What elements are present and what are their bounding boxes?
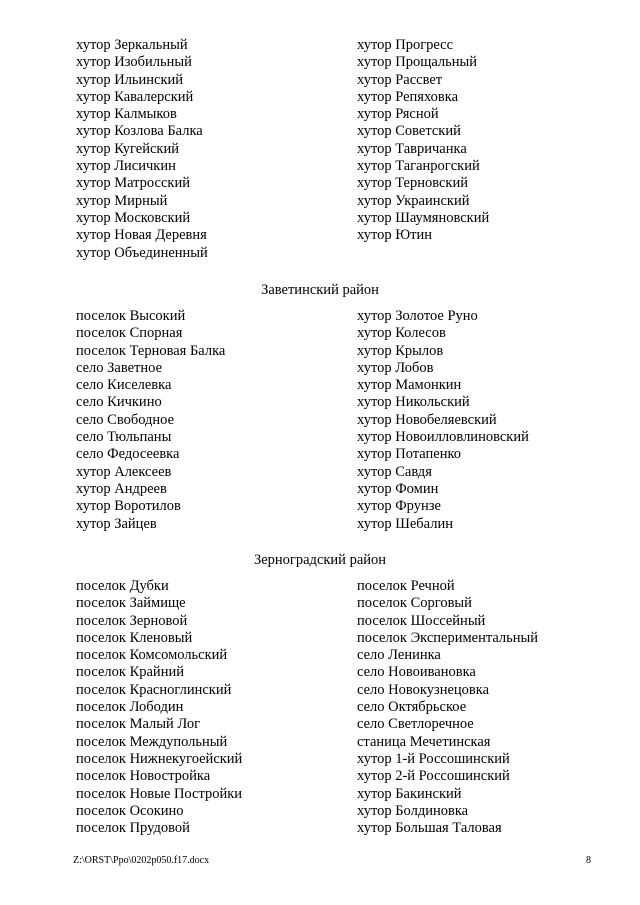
- settlement-item: хутор Объединенный: [76, 244, 208, 261]
- settlement-item: хутор Тавричанка: [357, 140, 467, 157]
- settlement-item: станица Мечетинская: [357, 733, 491, 750]
- settlement-item: село Новокузнецовка: [357, 681, 490, 698]
- settlement-item: хутор Ильинский: [76, 71, 184, 88]
- settlement-item: поселок Речной: [357, 578, 455, 594]
- settlement-item: хутор Воротилов: [76, 498, 181, 515]
- settlement-item: хутор Колесов: [357, 325, 446, 342]
- settlement-item: хутор Прощальный: [357, 54, 478, 71]
- settlement-item: поселок Новостройка: [76, 768, 211, 785]
- settlement-item: хутор Репяховка: [357, 88, 459, 105]
- settlement-item: хутор Зеркальный: [76, 37, 188, 53]
- settlement-item: хутор 1-й Россошинский: [357, 750, 510, 767]
- left-column: [76, 37, 208, 262]
- settlement-item: хутор Мирный: [76, 192, 168, 209]
- district-heading-zernogradsky: Зерноградский район: [253, 552, 387, 568]
- settlement-item: хутор Золотое Руно: [357, 308, 478, 324]
- settlement-item: село Кичкино: [76, 394, 162, 411]
- settlement-item: хутор Рясной: [357, 106, 439, 123]
- settlement-item: поселок Малый Лог: [76, 716, 201, 733]
- settlement-item: село Тюльпаны: [76, 429, 172, 446]
- settlement-item: село Ленинка: [357, 647, 441, 664]
- settlement-item: хутор Украинский: [357, 192, 470, 209]
- settlement-item: хутор Кавалерский: [76, 88, 194, 105]
- settlement-item: поселок Кленовый: [76, 629, 193, 646]
- settlement-item: село Заветное: [76, 359, 163, 376]
- settlement-item: хутор Рассвет: [357, 71, 443, 88]
- right-column: [357, 37, 489, 245]
- left-column: [76, 308, 225, 533]
- settlement-item: хутор Андреев: [76, 480, 167, 497]
- settlement-item: поселок Новые Постройки: [76, 785, 243, 802]
- right-column: [357, 308, 529, 533]
- settlement-item: хутор Лобов: [357, 359, 434, 376]
- settlement-item: село Федосеевка: [76, 446, 180, 463]
- settlement-item: село Новоивановка: [357, 664, 476, 681]
- settlement-item: поселок Зерновой: [76, 612, 188, 629]
- settlement-item: поселок Займище: [76, 595, 186, 612]
- settlement-item: село Октябрьское: [357, 699, 467, 716]
- footer-file-path: Z:\ORST\Ppo\0202p050.f17.docx: [73, 855, 210, 866]
- settlement-item: хутор Большая Таловая: [357, 820, 502, 837]
- district-heading-zavetinsky: Заветинский район: [261, 282, 379, 298]
- settlement-item: хутор 2-й Россошинский: [357, 768, 510, 785]
- settlement-item: хутор Советский: [357, 123, 461, 140]
- left-column: [76, 578, 242, 837]
- footer-page-number: 8: [586, 855, 591, 866]
- settlement-item: хутор Шебалин: [357, 515, 453, 532]
- settlement-item: хутор Козлова Балка: [76, 123, 203, 140]
- settlement-item: хутор Матросский: [76, 175, 190, 192]
- settlement-item: хутор Терновский: [357, 175, 468, 192]
- settlement-item: хутор Болдиновка: [357, 802, 469, 819]
- settlement-item: село Свободное: [76, 411, 175, 428]
- settlement-item: хутор Московский: [76, 209, 191, 226]
- settlement-item: поселок Терновая Балка: [76, 342, 226, 359]
- settlement-item: поселок Шоссейный: [357, 612, 486, 629]
- settlement-item: поселок Крайний: [76, 664, 184, 681]
- settlement-item: хутор Фомин: [357, 480, 439, 497]
- settlement-item: поселок Дубки: [76, 578, 169, 594]
- settlement-item: поселок Нижнекугоейский: [76, 750, 243, 767]
- settlement-item: хутор Новоилловлиновский: [357, 429, 529, 446]
- settlement-item: поселок Междупольный: [76, 733, 228, 750]
- settlement-item: хутор Потапенко: [357, 446, 462, 463]
- settlement-item: хутор Савдя: [357, 463, 432, 480]
- settlement-item: поселок Лободин: [76, 699, 184, 716]
- settlement-item: поселок Красноглинский: [76, 681, 232, 698]
- settlement-item: хутор Новая Деревня: [76, 227, 207, 244]
- settlement-item: хутор Лисичкин: [76, 158, 176, 175]
- settlement-item: хутор Ютин: [357, 227, 432, 244]
- settlement-item: поселок Сорговый: [357, 595, 472, 612]
- settlement-item: поселок Прудовой: [76, 820, 190, 837]
- settlement-item: хутор Изобильный: [76, 54, 192, 71]
- settlement-item: хутор Мамонкин: [357, 377, 462, 394]
- settlement-item: хутор Алексеев: [76, 463, 172, 480]
- settlement-item: хутор Кугейский: [76, 140, 180, 157]
- settlement-item: поселок Спорная: [76, 325, 183, 342]
- settlement-item: хутор Новобеляевский: [357, 411, 497, 428]
- settlement-item: село Киселевка: [76, 377, 172, 394]
- settlement-item: хутор Калмыков: [76, 106, 177, 123]
- settlement-item: поселок Осокино: [76, 802, 184, 819]
- settlement-item: поселок Экспериментальный: [357, 629, 539, 646]
- settlement-item: село Светлоречное: [357, 716, 474, 733]
- right-column: [357, 578, 538, 837]
- settlement-item: хутор Крылов: [357, 342, 444, 359]
- settlement-item: хутор Бакинский: [357, 785, 462, 802]
- settlement-item: хутор Зайцев: [76, 515, 157, 532]
- settlement-item: хутор Никольский: [357, 394, 470, 411]
- settlement-item: хутор Шаумяновский: [357, 209, 490, 226]
- settlement-item: поселок Комсомольский: [76, 647, 228, 664]
- settlement-item: поселок Высокий: [76, 308, 186, 324]
- settlement-item: хутор Фрунзе: [357, 498, 441, 515]
- settlement-item: хутор Таганрогский: [357, 158, 480, 175]
- settlement-item: хутор Прогресс: [357, 37, 454, 53]
